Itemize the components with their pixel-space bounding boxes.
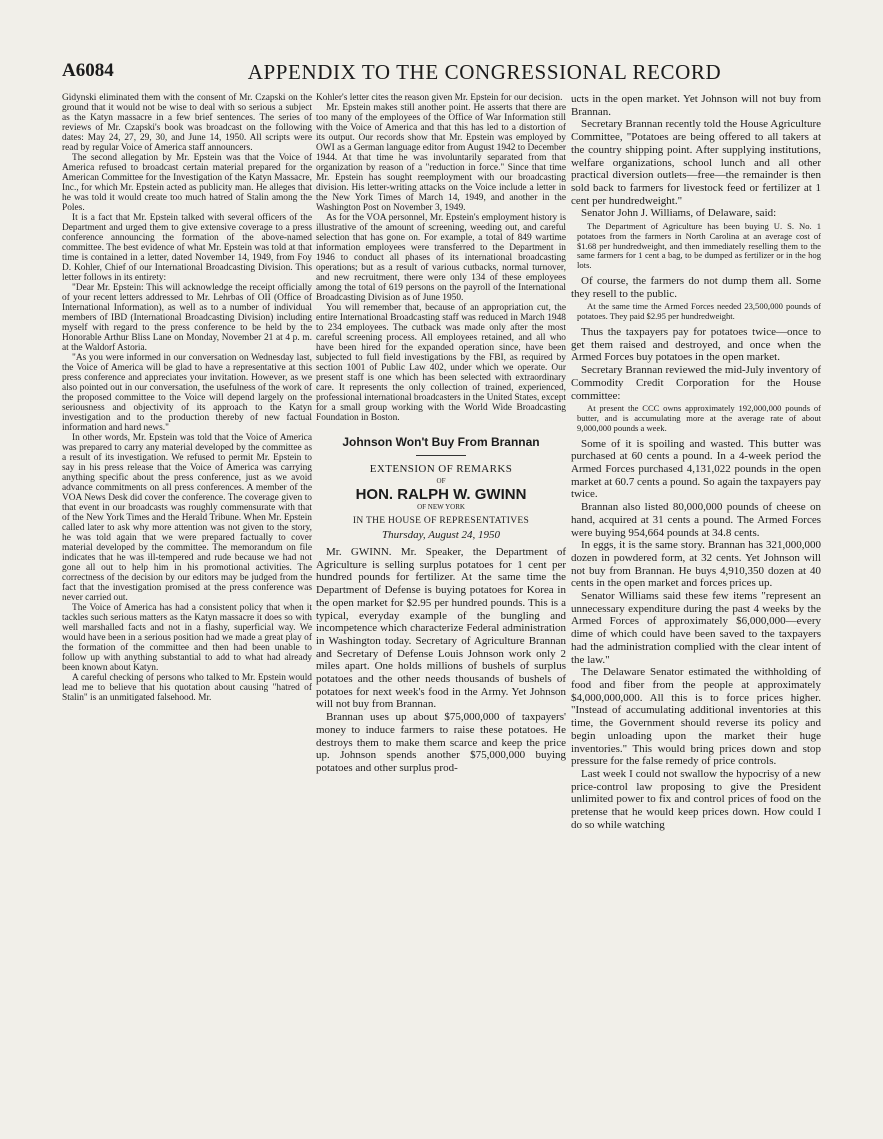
article-title: Johnson Won't Buy From Brannan bbox=[342, 435, 540, 449]
article-date: Thursday, August 24, 1950 bbox=[381, 529, 501, 541]
chamber-label: IN THE HOUSE OF REPRESENTATIVES bbox=[352, 516, 530, 526]
quoted-paragraph: At present the CCC owns approximately 192,000,000 pounds of butter, and is accumulating more at the average rate of about 9,000,000 pounds a week. bbox=[577, 403, 821, 433]
publication-title: APPENDIX TO THE CONGRESSIONAL RECORD bbox=[247, 60, 722, 84]
paragraph: "Dear Mr. Epstein: This will acknowledge the receipt officially of your recent letters addressed to Mr. Lehrbas of OII (Office of International Information), as well as to a number of individual members of IBD (International Broadcasting Division) including myself with regard to the press conference to be held by the Honorable Arthur Bliss Lane on Monday, November 21 at 4 p. m. at the Waldorf Astoria. bbox=[62, 283, 312, 353]
paragraph: In eggs, it is the same story. Brannan has 321,000,000 dozen in powdered form, at 32 cents. Yet Johnson will not buy from Brannan. He buys 4,910,350 dozen at 40 cents in the open market and forces prices up. bbox=[571, 539, 821, 590]
paragraph: Brannan uses up about $75,000,000 of taxpayers' money to induce farmers to raise these potatoes. He destroys them to make them scarce and keep the price up. Johnson spends another $75,000,000 buying potatoes and other surplus prod- bbox=[316, 711, 566, 774]
paragraph: Of course, the farmers do not dump them all. Some they resell to the public. bbox=[571, 275, 821, 300]
paragraph: Brannan also listed 80,000,000 pounds of cheese on hand, acquired at 31 cents a pound. The Armed Forces were buying 954,664 pounds at 34.8 cents. bbox=[571, 501, 821, 539]
paragraph: "As you were informed in our conversation on Wednesday last, the Voice of America will be glad to have a representative at this press conference and appreciates your invitation. However, as we also pointed out in our conversation, the usefulness of the work of the proposed committee to the Voice will depend largely on the seriousness and objectivity of its approach to the Katyn investigation and to the production thereby of new factual information and hard news." bbox=[62, 353, 312, 433]
paragraph: It is a fact that Mr. Epstein talked with several officers of the Department and urged them to give extensive coverage to a press conference announcing the formation of the above-named committee. The best evidence of what Mr. Epstein was told at that time is contained in a letter, dated November 14, 1949, from Foy D. Kohler, Chief of our International Broadcasting Division. This letter follows in its entirety: bbox=[62, 213, 312, 283]
paragraph: The Voice of America has had a consistent policy that when it tackles such serious matters as the Katyn massacre it does so with well marshalled facts and not in a flashy, superficial way. We would have been in a serious position had we made a great play of the formation of the committee and then had been unable to follow up with anything substantial to add to what had already been known about Katyn. bbox=[62, 603, 312, 673]
quoted-paragraph: The Department of Agriculture has been buying U. S. No. 1 potatoes from the farmers in North Carolina at an average cost of $1.68 per hundredweight, and then immediately reselling them to the same farmers for 1 cent a bag, to be dumped as fertilizer or in the hog lots. bbox=[577, 221, 821, 271]
quoted-paragraph: At the same time the Armed Forces needed 23,500,000 pounds of potatoes. They paid $2.95 per hundredweight. bbox=[577, 301, 821, 322]
of-label: OF bbox=[436, 477, 446, 485]
paragraph: Senator Williams said these few items "represent an unnecessary expenditure during the past 4 weeks by the Armed Forces of approximately $6,000,000—every dime of which could have been saved to the taxpayers had the administration complied with the clear intent of the law." bbox=[571, 590, 821, 666]
paragraph: Secretary Brannan recently told the House Agriculture Committee, "Potatoes are being offered to all takers at the country shipping point. After supplying institutions, welfare organizations, school lunch and all other practical diversion outlets—free—the remainder is then sold back to farmers for livestock feed or fertilizer at 1 cent per hundredweight." bbox=[571, 118, 821, 207]
paragraph: Mr. Epstein makes still another point. He asserts that there are too many of the employees of the Office of War Information still with the Voice of America and that this has led to a distortion of its output. Our records show that Mr. Epstein was employed by OWI as a German language editor from August 1942 to December 1944. At that time he was involuntarily separated from that organization by reason of a "reduction in force." Since that time Mr. Epstein has sought reemployment with our broadcasting division. His letter-writing attacks on the Voice include a letter in the New York Times of March 14, 1949, and another in the Washington Post on November 3, 1949. bbox=[316, 103, 566, 213]
paragraph: The second allegation by Mr. Epstein was that the Voice of America refused to broadcast certain material prepared for the American Committee for the Investigation of the Katyn Massacre, Inc., for which Mr. Epstein acted as publicity man. He alleges that he was told it would create too much hatred of Stalin among the Poles. bbox=[62, 153, 312, 213]
paragraph: As for the VOA personnel, Mr. Epstein's employment history is illustrative of the amount of screening, weeding out, and careful selection that has gone on. For example, a total of 849 wartime information employees were transferred to the Department in 1946 to conduct all phases of its international broadcasting operations; but as a result of various cutbacks, normal turnover, and new recruitment, there were only 134 of these employees among the total of 619 persons on the payroll of the International Broadcasting Division as of June 1950. bbox=[316, 213, 566, 303]
page-header bbox=[62, 60, 819, 90]
paragraph: ucts in the open market. Yet Johnson will not buy from Brannan. bbox=[571, 93, 821, 118]
member-name: HON. RALPH W. GWINN bbox=[355, 486, 527, 503]
paragraph: The Delaware Senator estimated the withholding of food and fiber from the people at approximately $4,000,000,000. All this is to force prices higher. "Instead of accumulating additional inventories at this time, the Government should reverse its policy and begin unloading upon the market their huge inventories." This would bring prices down and stop pressure for the false remedy of price controls. bbox=[571, 666, 821, 768]
divider bbox=[416, 455, 466, 456]
paragraph: Some of it is spoiling and wasted. This butter was purchased at 60 cents a pound. In a 4-week period the Armed Forces purchased 4,131,022 pounds in the open market at 60.7 cents a pound. So again the taxpayers pay twice. bbox=[571, 437, 821, 501]
column-right bbox=[571, 93, 821, 831]
paragraph: Secretary Brannan reviewed the mid-July inventory of Commodity Credit Corporation for the House committee: bbox=[571, 364, 821, 402]
extension-label: EXTENSION OF REMARKS bbox=[369, 463, 513, 475]
paragraph: Kohler's letter cites the reason given Mr. Epstein for our decision. bbox=[316, 93, 563, 103]
column-middle bbox=[316, 93, 566, 775]
paragraph: Gidynski eliminated them with the consent of Mr. Czapski on the ground that it would not be wise to deal with so serious a subject as the Katyn massacre in a few brief sentences. The series of reviews of Mr. Czapski's book was broadcast on the following dates: May 24, 27, 29, 30, and June 14, 1950. All scripts were read by regular Voice of America staff announcers. bbox=[62, 93, 312, 153]
paragraph: In other words, Mr. Epstein was told that the Voice of America was prepared to carry any material developed by the committee as a result of its investigation. We refused to permit Mr. Epstein to say in his press release that the Voice of America was carrying anything specific about the press conference, just as we avoid advance commitments on all press conferences. A member of the VOA News Desk did cover the conference. The coverage given to that event in our broadcasts was roughly commensurate with that of the New York Times and the Herald Tribune. When Mr. Epstein called later to ask why more attention was not given to the story, he was told again that we were prepared factually to cover material developed by the committee. The memorandum on file indicates that he was ill-tempered and rude because we had not gone all out to help him in his promotional activities. The correctness of the decision by our editors may be judged from the fact that the investigation promised at the press conference was never carried out. bbox=[62, 433, 312, 603]
column-left bbox=[62, 93, 312, 703]
paragraph: Mr. GWINN. Mr. Speaker, the Department of Agriculture is selling surplus potatoes for 1 cent per hundred pounds for fertilizer. At the same time the Department of Defense is buying potatoes for Korea in the open market for $2.95 per hundred pounds. This is a typical, everyday example of the bungling and incompetence which characterize Federal administration in Washington today. Secretary of Agriculture Brannan and Secretary of Defense Louis Johnson work only 2 miles apart. One holds millions of bushels of surplus potatoes and the other needs thousands of bushels of potatoes for next week's food in the Army. Yet Johnson will not buy from Brannan. bbox=[316, 546, 566, 711]
paragraph: You will remember that, because of an appropriation cut, the entire International Broadcasting staff was reduced in March 1948 to 234 employees. The cutback was made only after the most careful screening process. All employees retained, and all who have been hired for the expanded operation since, have been subjected to full field investigations by the FBI, as required by section 1001 of Public Law 402, under which we operate. Our present staff is one which has been selected with extraordinary care. It represents the only collection of trained, experienced, professional international broadcasters in the United States, except for a small group working with the World Wide Broadcasting Foundation in Boston. bbox=[316, 303, 566, 423]
page-number: A6084 bbox=[62, 60, 114, 81]
paragraph: Thus the taxpayers pay for potatoes twice—once to get them raised and destroyed, and once when the Armed Forces buy potatoes in the open market. bbox=[571, 326, 821, 364]
paragraph: Last week I could not swallow the hypocrisy of a new price-control law proposing to give the President unlimited power to fix and control prices of food on the pretense that he would keep prices down. How could I do so while watching bbox=[571, 767, 821, 831]
paragraph: A careful checking of persons who talked to Mr. Epstein would lead me to believe that his quotation about causing "hatred of Stalin" is an unmitigated falsehood. Mr. bbox=[62, 673, 312, 703]
article-heading bbox=[316, 437, 566, 540]
paragraph: Senator John J. Williams, of Delaware, said: bbox=[581, 207, 777, 220]
member-state: OF NEW YORK bbox=[417, 503, 465, 511]
